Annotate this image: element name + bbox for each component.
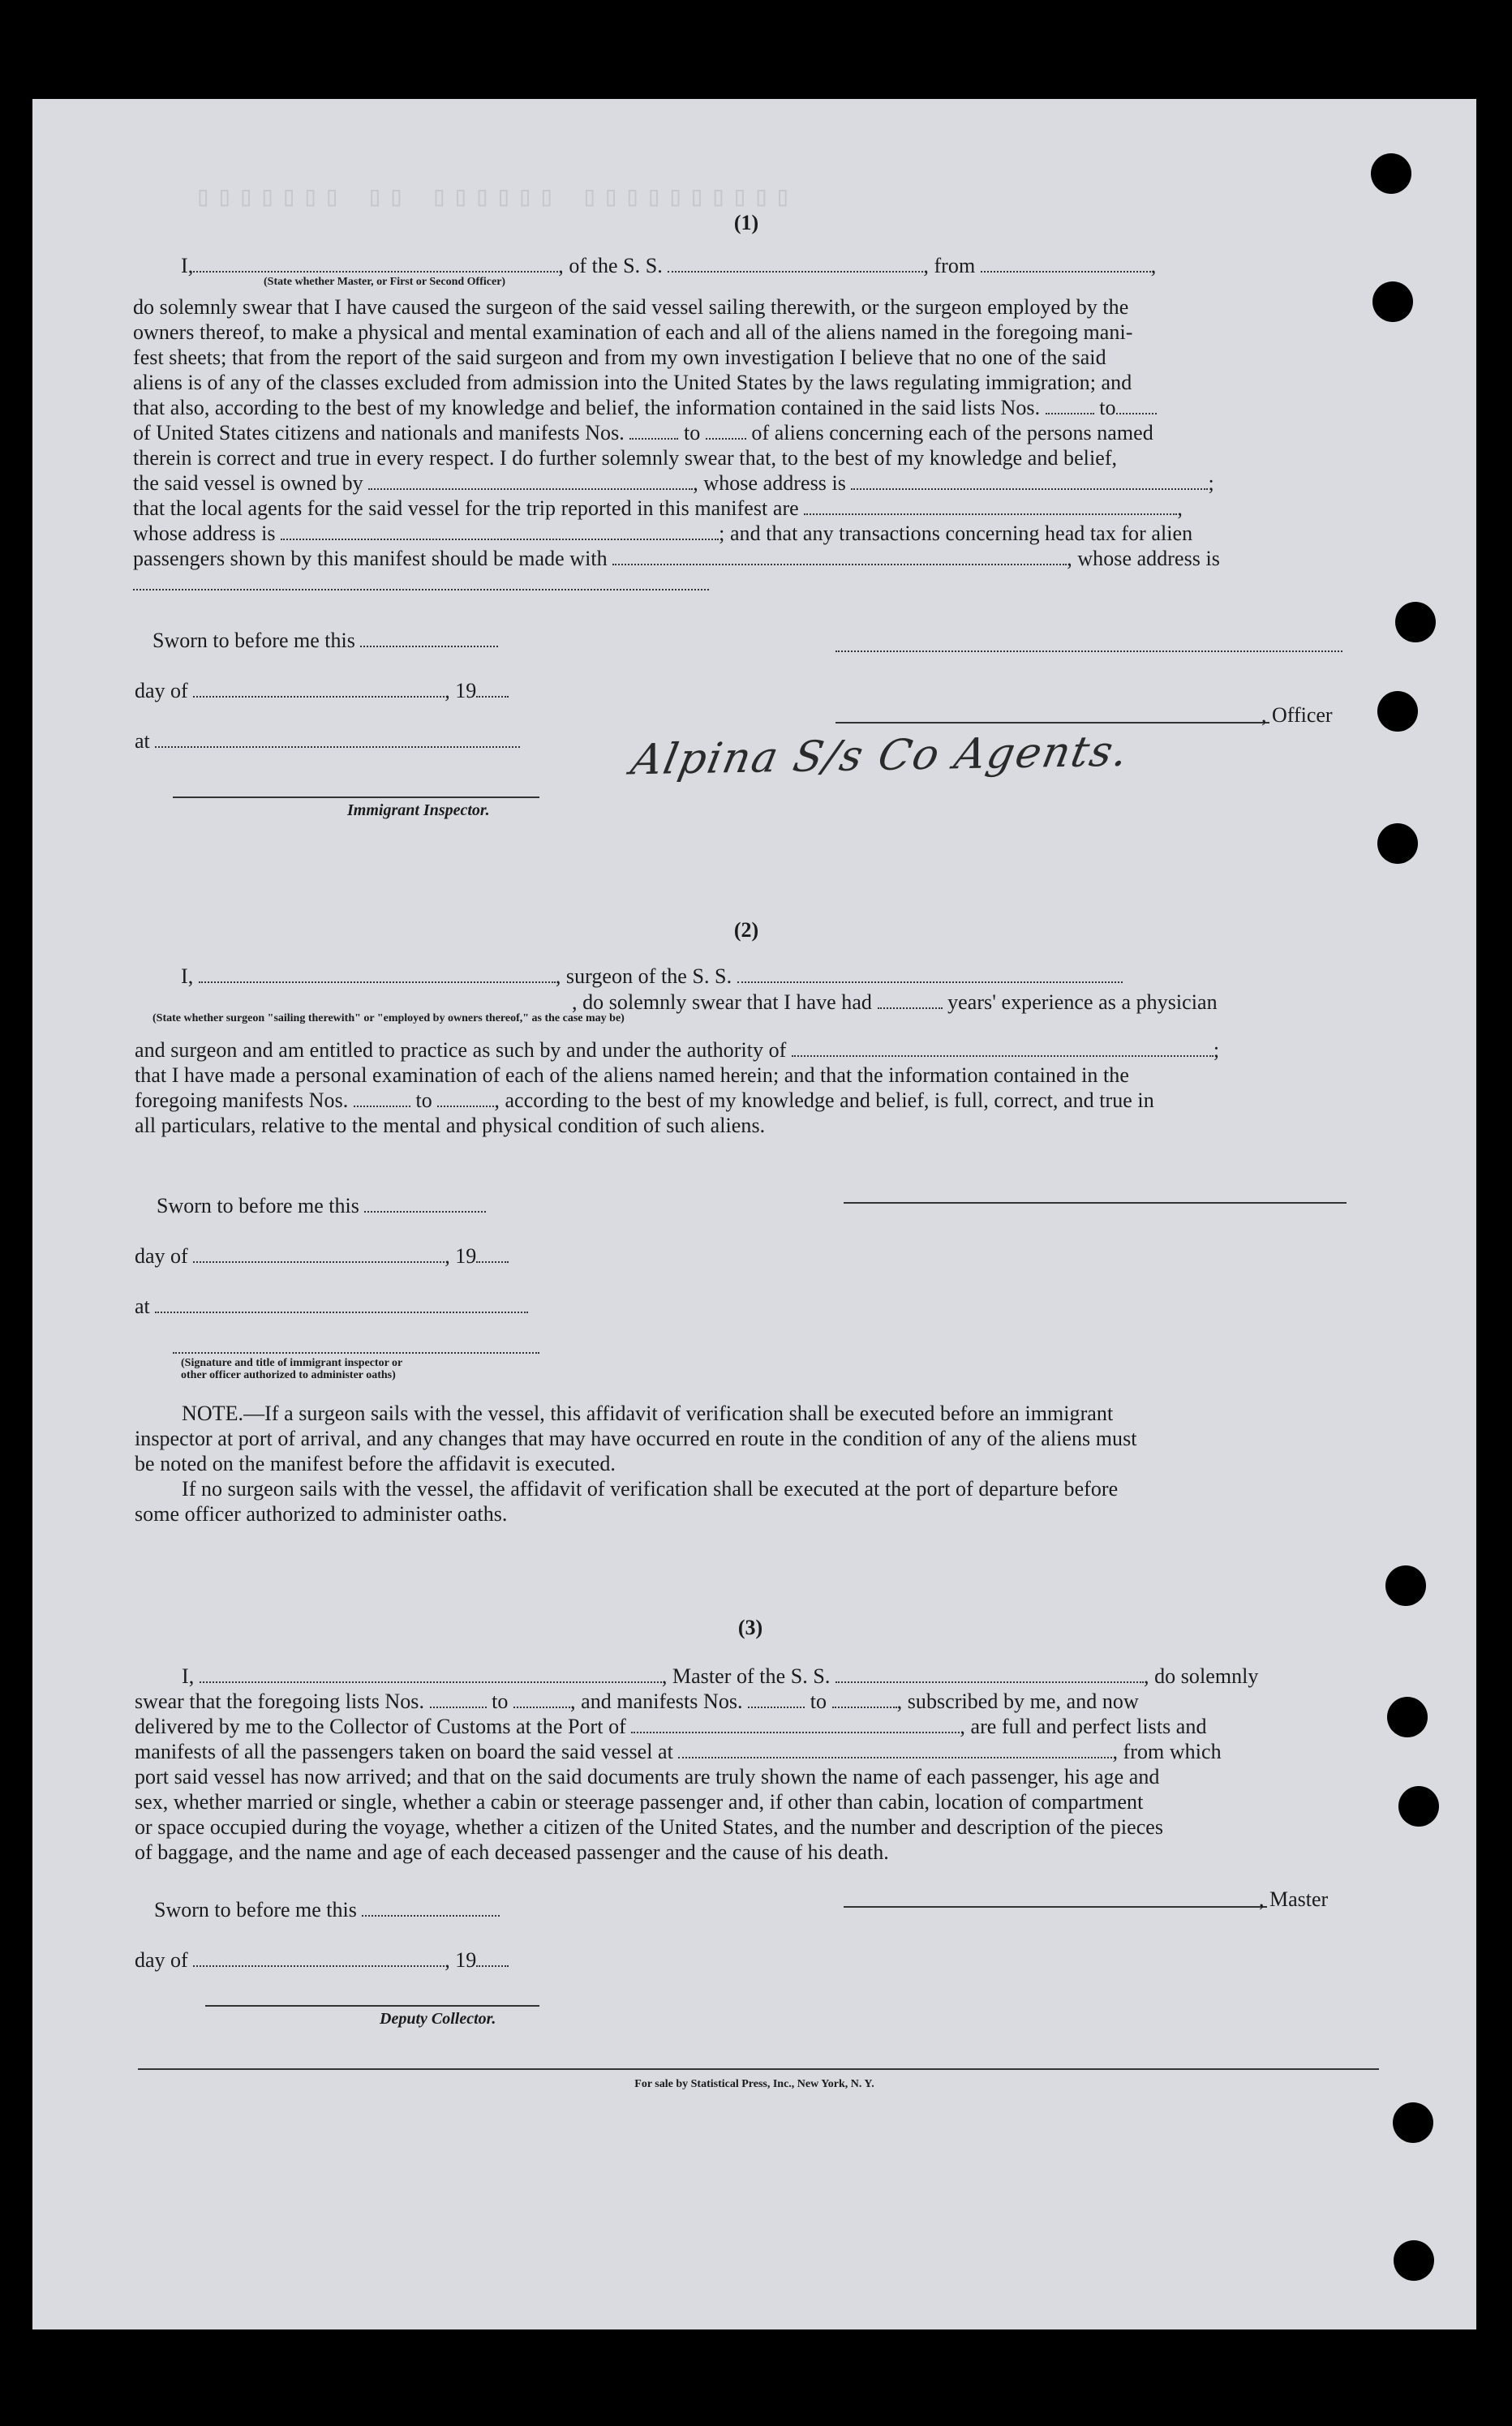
at-label: at: [135, 1295, 528, 1319]
inspector-signature-line: [173, 797, 539, 798]
day-of-label: day of , 19: [135, 679, 509, 703]
punch-hole: [1372, 281, 1413, 322]
at-label: at: [135, 729, 520, 754]
surgeon-swear: , do solemnly swear that I have had years' experience as a physician: [572, 990, 1218, 1014]
printer-credit: For sale by Statistical Press, Inc., New York, N. Y.: [634, 2078, 874, 2090]
deputy-caption: Deputy Collector.: [380, 2010, 496, 2028]
oath-paragraph: do solemnly swear that I have caused the surgeon of the said vessel sailing therewith, or the surgeon employed by the owners thereof, to make a physical and mental examination of each and all of the aliens named in the foregoing mani- fest sheets; that from the report of the said surgeon and from my own investigation I believe that no one of the said aliens is of any of the classes excluded from admission into the United States by the laws regulating immigration; and that also, according to the best of my knowledge and belief, the information contained in the said lists Nos. to of United States citizens and nationals and manifests Nos. to of aliens concerning each of the persons named therein is correct and true in every respect. I do further solemnly swear that, to the best of my knowledge and belief, the said vessel is owned by , whose address is ; that the local agents for the said vessel for the trip reported in this manifest are , whose address is ; and that any transactions concerning head tax for alien passengers shown by this manifest should be made with , whose address is: [133, 294, 1378, 596]
collector-signature-line: [205, 2005, 539, 2007]
state-note: (State whether surgeon "sailing therewith" or "employed by owners thereof," as the case may be): [152, 1012, 625, 1024]
signature-note: (Signature and title of immigrant inspector or other officer authorized to administer oaths): [181, 1357, 402, 1381]
sworn-label: Sworn to before me this: [157, 1194, 486, 1218]
oath-intro: I, , of the S. S. , from ,: [181, 254, 1157, 277]
officer-label: , Officer: [1261, 703, 1333, 727]
state-note: (State whether Master, or First or Second Officer): [264, 276, 506, 288]
punch-hole: [1394, 2240, 1434, 2281]
punch-hole: [1395, 602, 1436, 642]
surgeon-intro: I, , surgeon of the S. S.: [181, 964, 1123, 989]
section-number: (2): [733, 918, 759, 942]
punch-hole: [1377, 691, 1418, 732]
section-number: (1): [733, 211, 759, 234]
punch-hole: [1393, 2102, 1433, 2143]
punch-hole: [1377, 823, 1418, 864]
official-signature-line: [173, 1352, 539, 1354]
note-paragraph: NOTE.—If a surgeon sails with the vessel, this affidavit of verification shall be executed before an immigrant inspector at port of arrival, and any changes that may have occurred en route in the condition of any of the aliens must be noted on the manifest before the affidavit is executed. If no surgeon sails with the vessel, the affidavit of verification shall be executed at the port of departure before some officer authorized to administer oaths.: [135, 1402, 1137, 1526]
punch-hole: [1387, 1697, 1428, 1737]
handwritten-agents: Alpina S/s Co Agents.: [627, 727, 1134, 785]
footer-rule: [138, 2068, 1379, 2070]
punch-hole: [1398, 1786, 1439, 1827]
inspector-caption: Immigrant Inspector.: [347, 801, 490, 819]
punch-hole: [1385, 1565, 1426, 1606]
master-label: , Master: [1259, 1887, 1329, 1911]
surgeon-paragraph: and surgeon and am entitled to practice as such by and under the authority of ; that I have made a personal examination of each of the aliens named herein; and that the information contained in the foregoing manifests Nos. to , according to the best of my knowledge and belief, is full, correct, and true in all particulars, relative to the mental and physical condition of such aliens.: [135, 1038, 1220, 1137]
master-paragraph: I, , Master of the S. S. , do solemnly swear that the foregoing lists Nos. to , and manifests Nos. to , subscribed by me, and now delivered by me to the Collector of Customs at the Port of , are full and perfect lists and manifests of all the passengers taken on board the said vessel at , from which port said vessel has now arrived; and that on the said documents are truly shown the name of each passenger, his age and sex, whether married or single, whether a cabin or steerage passenger and, if other than cabin, location of compartment or space occupied during the voyage, whether a citizen of the United States, and the number and description of the pieces of baggage, and the name and age of each deceased passenger and the cause of his death.: [135, 1664, 1259, 1864]
bleed-through: ▯▯▯▯▯▯▯ ▯▯ ▯▯▯▯▯▯ ▯▯▯▯▯▯▯▯▯▯: [195, 180, 797, 213]
sworn-label: Sworn to before me this: [154, 1898, 500, 1922]
form-page: [32, 99, 1476, 2329]
signature-line: [835, 651, 1342, 652]
officer-signature-line: [835, 722, 1269, 724]
day-of-label: day of , 19: [135, 1244, 509, 1269]
master-signature-line: [844, 1906, 1267, 1908]
punch-hole: [1371, 153, 1411, 194]
sworn-label: Sworn to before me this: [152, 629, 498, 653]
section-number: (3): [737, 1616, 763, 1639]
day-of-label: day of , 19: [135, 1948, 509, 1973]
surgeon-signature-line: [844, 1202, 1347, 1204]
